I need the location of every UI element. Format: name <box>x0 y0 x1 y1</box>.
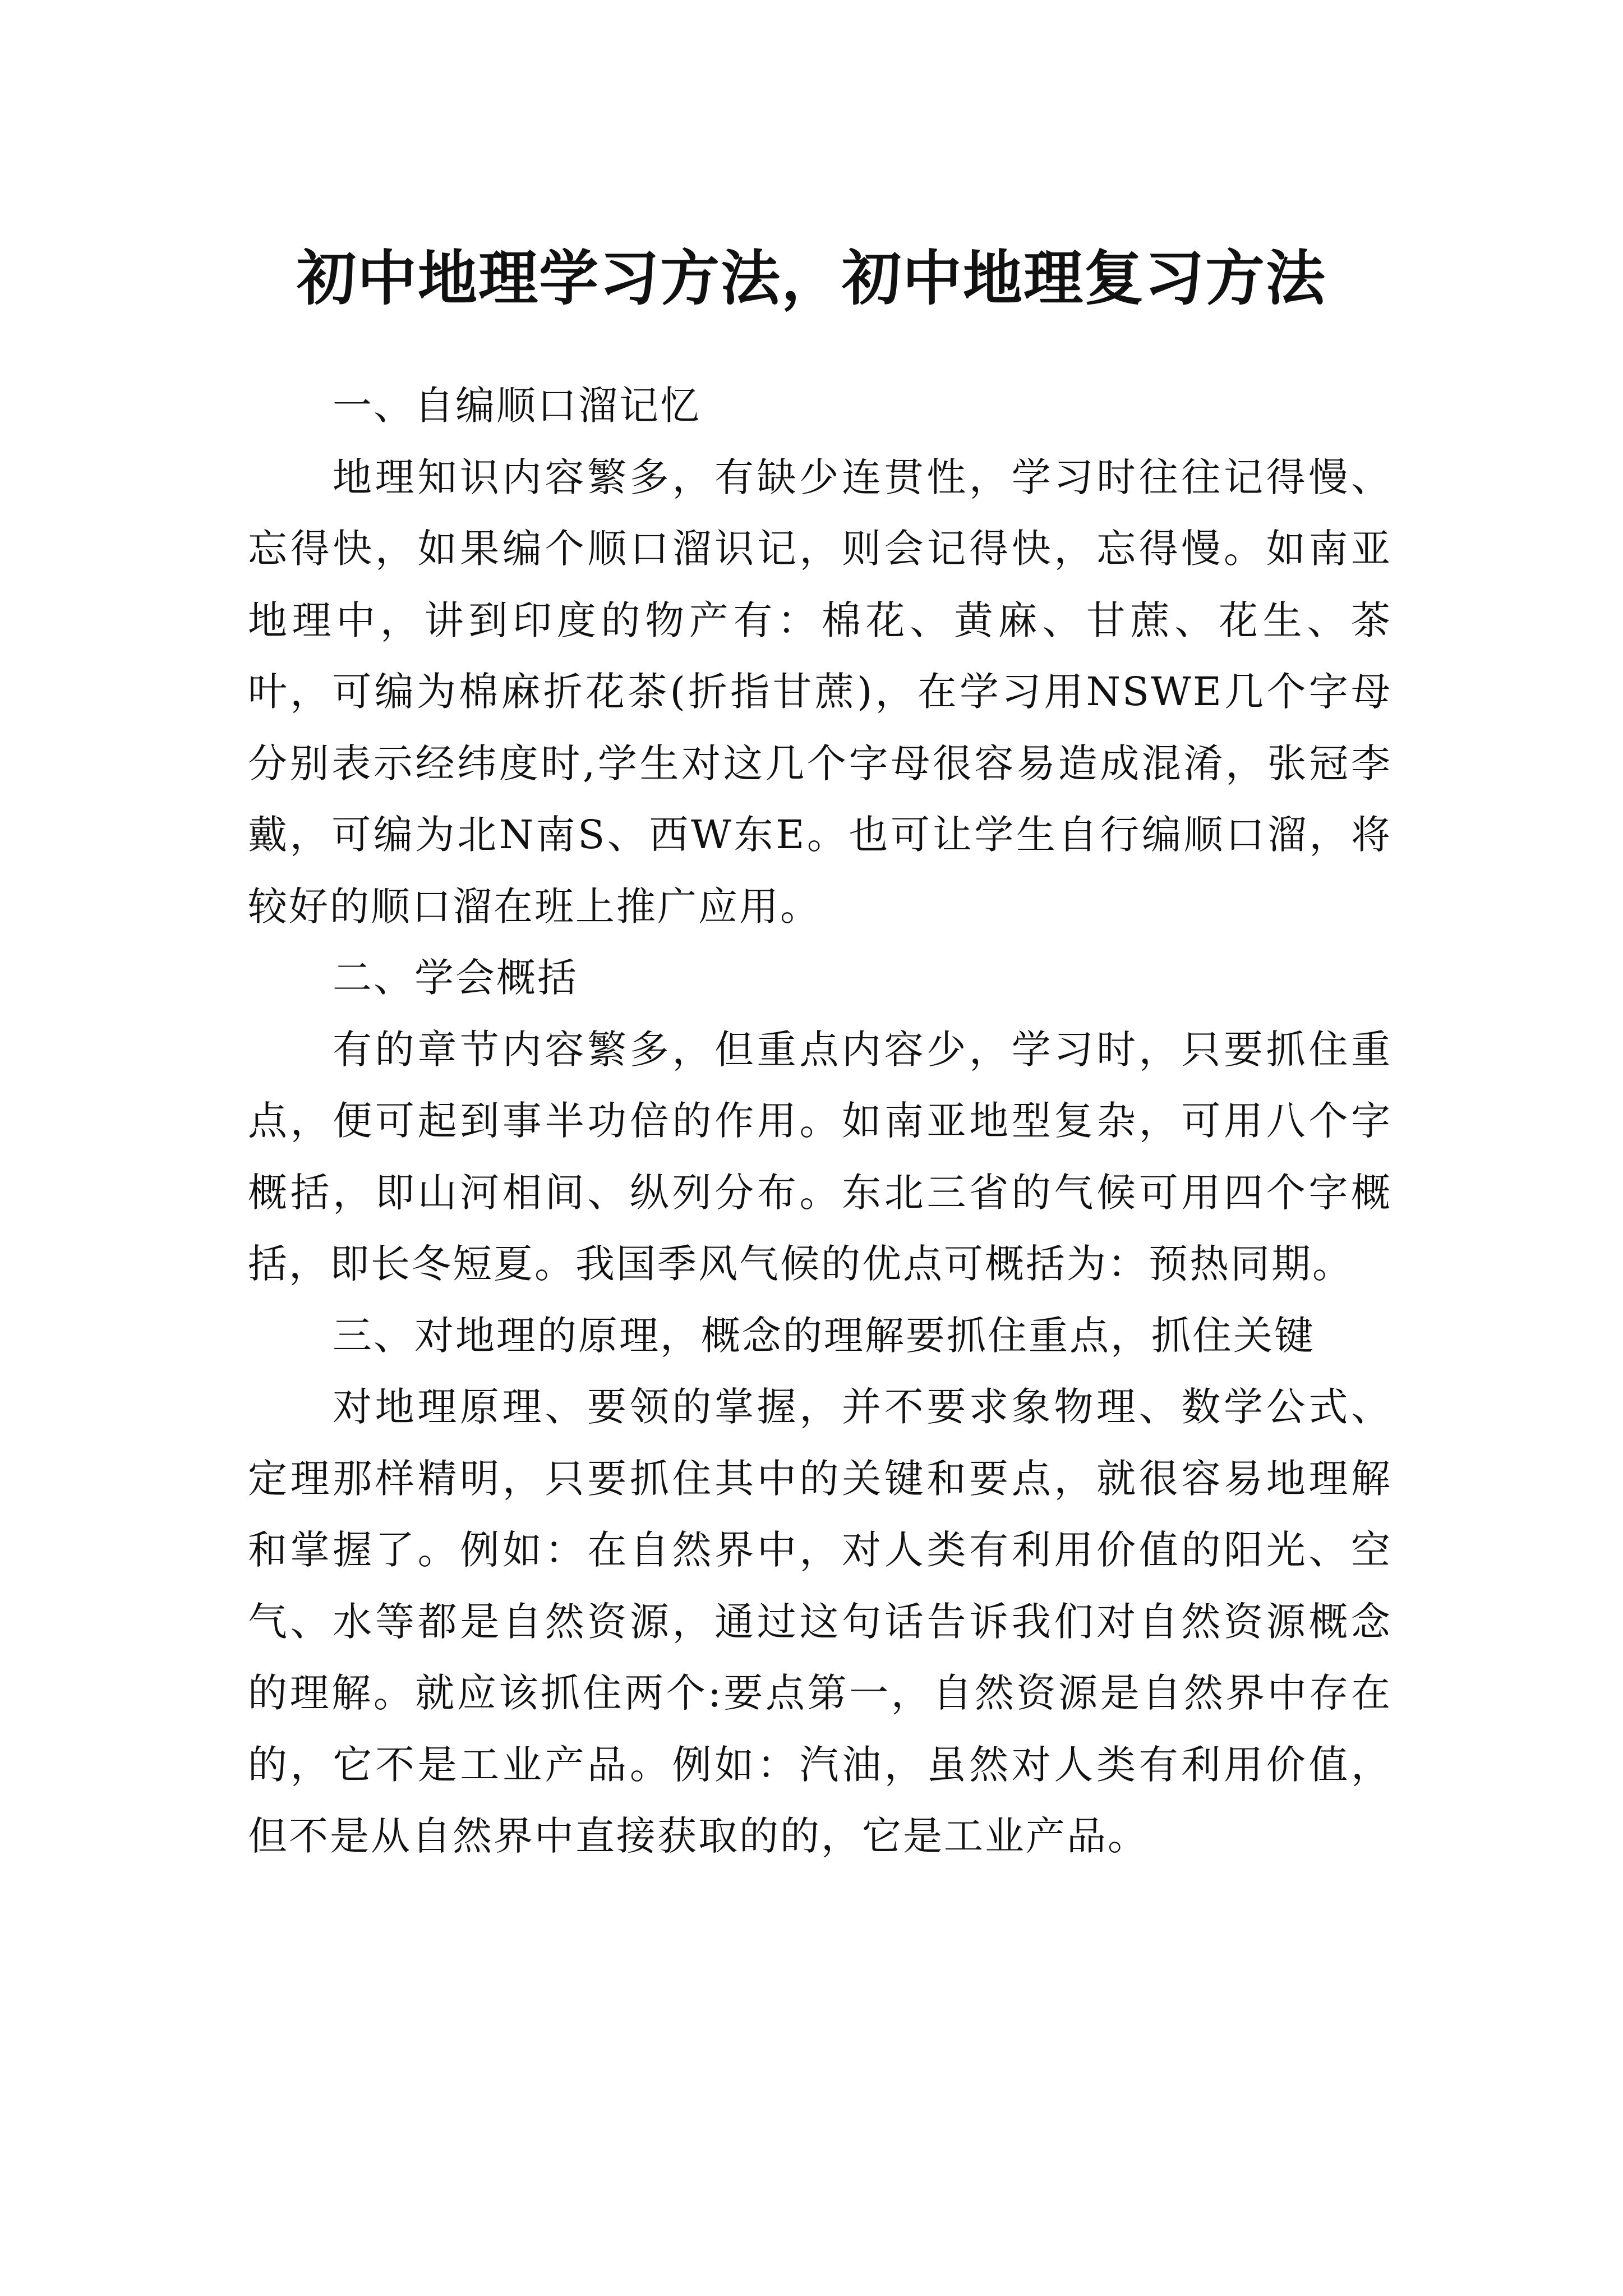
section-paragraph-2: 有的章节内容繁多，但重点内容少，学习时，只要抓住重点，便可起到事半功倍的作用。如南亚地型复杂，可用八个字概括，即山河相间、纵列分布。东北三省的气候可用四个字概括，即长冬短夏。我国季风气候的优点可概括为：预热同期。 <box>248 1026 1392 1287</box>
section-paragraph-3: 对地理原理、要领的掌握，并不要求象物理、数学公式、定理那样精明，只要抓住其中的关键和要点，就很容易地理解和掌握了。例如：在自然界中，对人类有利用价值的阳光、空气、水等都是自然资源，通过这句话告诉我们对自然资源概念的理解。就应该抓住两个:要点第一，自然资源是自然界中存在的，它不是工业产品。例如：汽油，虽然对人类有利用价值，但不是从自然界中直接获取的的，它是工业产品。 <box>248 1384 1392 1859</box>
document-body <box>248 370 1392 1872</box>
section-heading-2: 二、学会概括 <box>333 955 578 1001</box>
section-heading-3: 三、对地理的原理，概念的理解要抓住重点，抓住关键 <box>333 1312 1315 1359</box>
section-heading-1: 一、自编顺口溜记忆 <box>333 383 701 429</box>
document-title: 初中地理学习方法，初中地理复习方法 <box>297 243 1326 314</box>
section-paragraph-1: 地理知识内容繁多，有缺少连贯性，学习时往往记得慢、忘得快，如果编个顺口溜识记，则会记得快，忘得慢。如南亚地理中，讲到印度的物产有：棉花、黄麻、甘蔗、花生、茶叶，可编为棉麻折花茶(折指甘蔗)，在学习用NSWE几个字母分别表示经纬度时,学生对这几个字母很容易造成混淆，张冠李戴，可编为北N南S、西W东E。也可让学生自行编顺口溜，将较好的顺口溜在班上推广应用。 <box>248 454 1392 930</box>
